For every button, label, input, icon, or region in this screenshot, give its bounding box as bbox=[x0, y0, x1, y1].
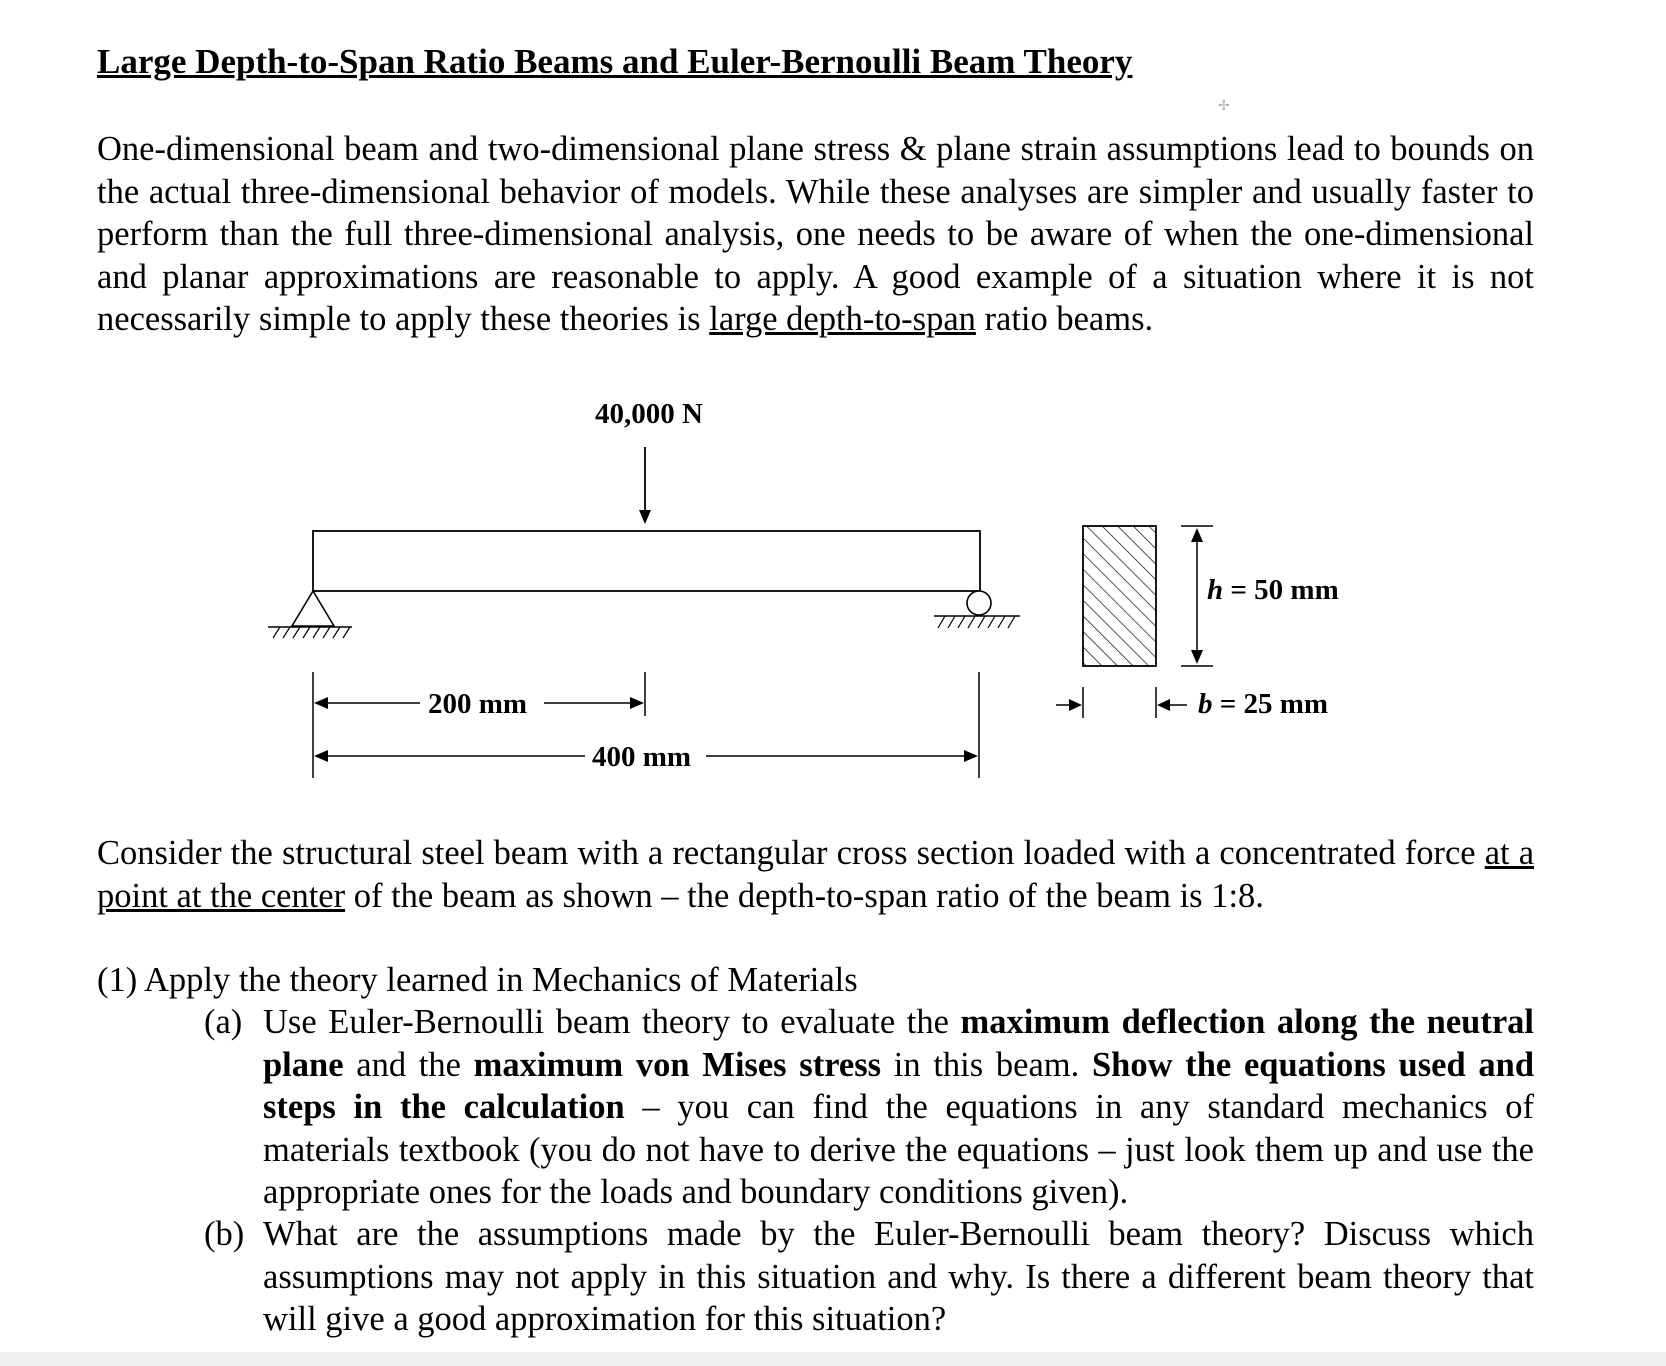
load-label: 40,000 N bbox=[595, 398, 703, 430]
intro-text: One-dimensional beam and two-dimensional plane stress & plane strain assumptions lead to bounds on the actual three-dimensional behavior of models. While these analyses are simpler and usually faster to perform than the full three-dimensional analysis, one needs to be aware of when the one-dimensional and planar approximations are reasonable to apply. A good example of a situation where it is not necessarily simple to apply these theories is bbox=[97, 130, 1534, 338]
h-symbol: h bbox=[1207, 574, 1224, 606]
span-label: 400 mm bbox=[592, 741, 692, 773]
half-span-label: 200 mm bbox=[428, 688, 528, 720]
question-1a-marker: (a) bbox=[204, 1003, 243, 1041]
b-dimension bbox=[1056, 687, 1187, 718]
consider-text: Consider the structural steel beam with a rectangular cross section loaded with a concentrated force bbox=[97, 834, 1485, 872]
q1a-text-3: in this beam. bbox=[881, 1045, 1092, 1084]
pin-support bbox=[268, 591, 352, 638]
consider-underlined: at a point at the center bbox=[97, 834, 1535, 915]
b-value: = 25 mm bbox=[1212, 688, 1329, 720]
beam-body bbox=[313, 531, 980, 591]
q1a-text-2: and the bbox=[343, 1045, 474, 1084]
load-arrow-head bbox=[639, 510, 651, 524]
question-1a bbox=[204, 1001, 1534, 1214]
cursor-icon: ✢ bbox=[1218, 98, 1230, 114]
b-symbol: b bbox=[1198, 688, 1213, 720]
q1a-bold-1: maximum deflection along the neutral plane bbox=[263, 1003, 1534, 1084]
bottom-bar bbox=[0, 1352, 1666, 1366]
b-dimension-label bbox=[1198, 688, 1328, 720]
q1b-text: What are the assumptions made by the Euler-Bernoulli beam theory? Discuss which assumptions may not apply in this situation and why. Is there a different beam theory that will give a good approximation for this situation? bbox=[263, 1215, 1534, 1338]
question-1b-marker: (b) bbox=[204, 1215, 245, 1253]
q1a-text-1: Use Euler-Bernoulli beam theory to evaluate the bbox=[263, 1003, 961, 1041]
q1a-bold-3: Show the equations used and steps in the calculation bbox=[263, 1045, 1534, 1126]
consider-tail: of the beam as shown – the depth-to-span ratio of the beam is 1:8. bbox=[345, 876, 1264, 915]
cross-section bbox=[1083, 526, 1156, 666]
h-value: = 50 mm bbox=[1223, 574, 1339, 606]
intro-tail: ratio beams. bbox=[975, 300, 1154, 338]
intro-underlined: large depth-to-span bbox=[709, 300, 976, 338]
question-1b bbox=[204, 1213, 1534, 1341]
q1a-bold-2: maximum von Mises stress bbox=[473, 1045, 882, 1084]
h-dimension-label bbox=[1207, 574, 1339, 606]
q1a-text-4: – you can find the equations in any standard mechanics of materials textbook (you do not have to derive the equations – just look them up and use the appropriate ones for the loads and boundary conditions given). bbox=[263, 1088, 1534, 1211]
consider-paragraph bbox=[97, 832, 1534, 917]
document-title: Large Depth-to-Span Ratio Beams and Euler-Bernoulli Beam Theory bbox=[97, 42, 1133, 81]
question-1-heading: (1) Apply the theory learned in Mechanics of Materials bbox=[97, 961, 858, 999]
roller-support bbox=[934, 591, 1020, 628]
